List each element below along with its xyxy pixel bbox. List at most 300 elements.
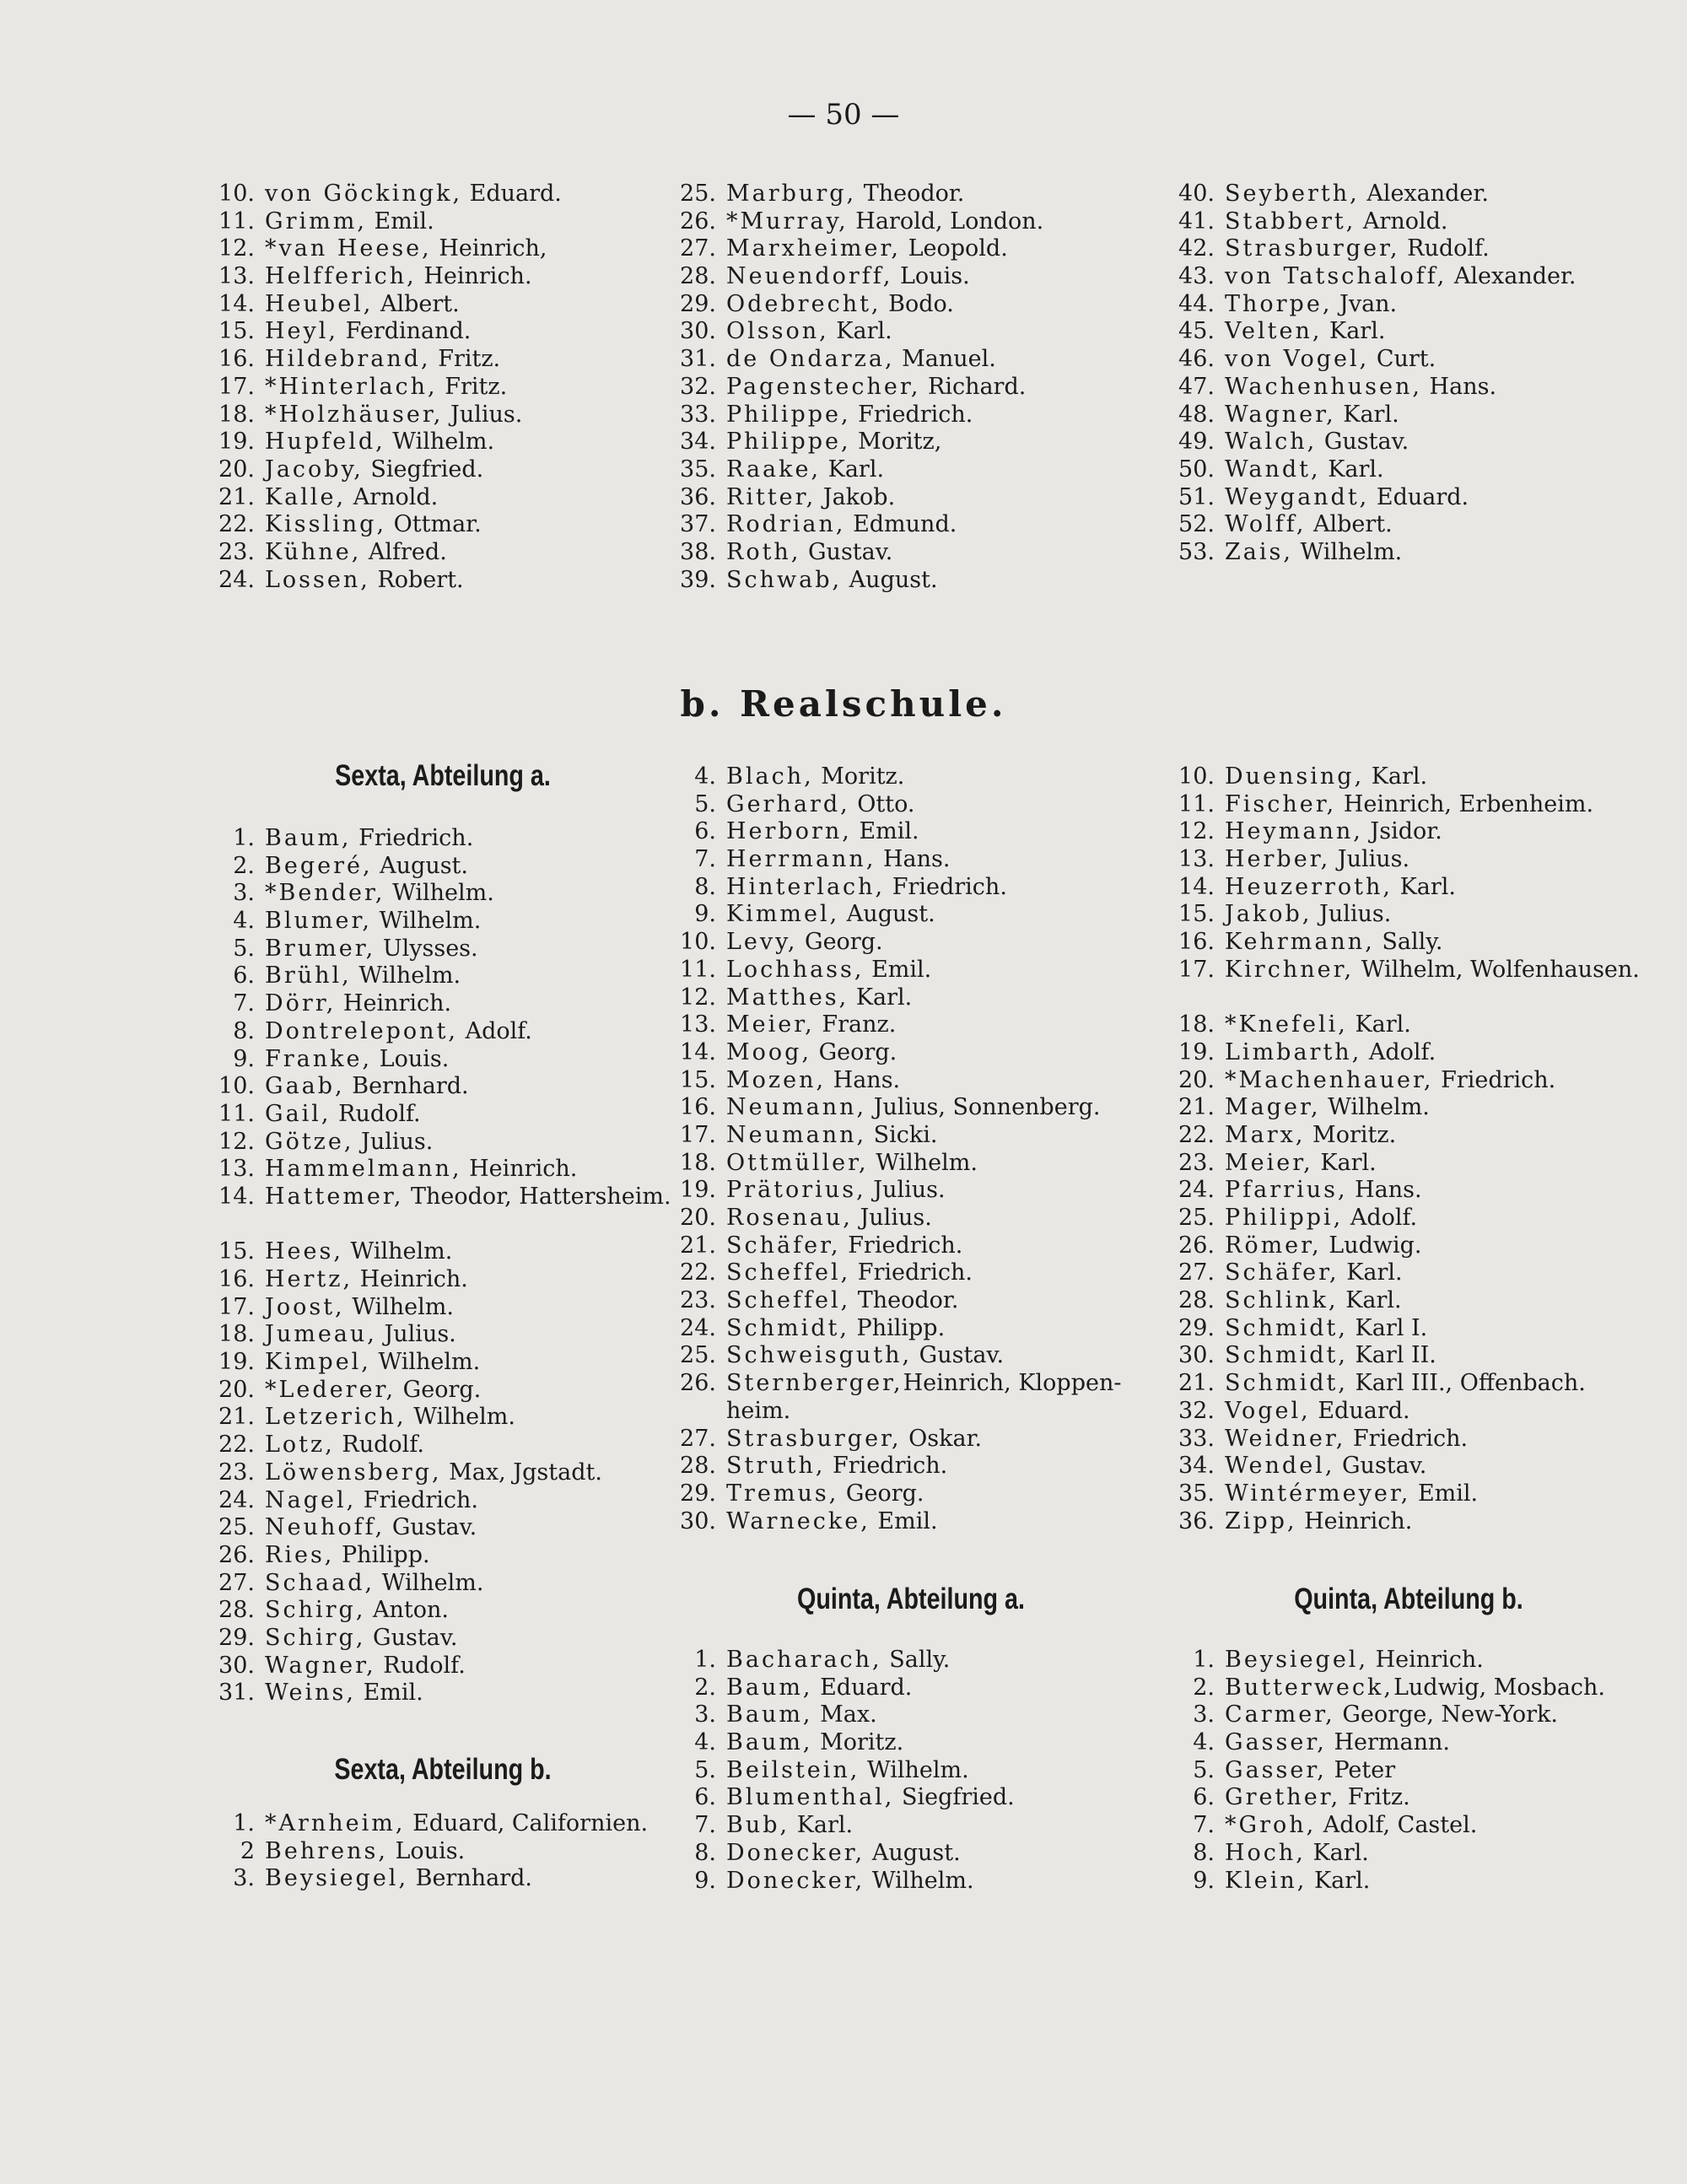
surname: Velten,: [1225, 318, 1323, 345]
item-text: [726, 511, 1135, 539]
item-number: 25.: [680, 181, 716, 207]
surname: Wolff,: [1225, 511, 1307, 538]
list-item: [201, 181, 673, 208]
list-item: [1161, 539, 1633, 567]
list-item: [201, 1459, 673, 1487]
surname: Baum,: [726, 1729, 813, 1756]
item-number: 17.: [218, 373, 255, 400]
given-name: Theodor.: [850, 1287, 959, 1314]
surname: Rosenau,: [726, 1205, 853, 1231]
given-name: Karl III., Offenbach.: [1347, 1370, 1586, 1397]
item-text: [265, 1156, 673, 1184]
list-item: [1161, 929, 1650, 957]
surname: Neuendorff,: [726, 263, 893, 290]
list-item: [201, 825, 673, 853]
list-item: [662, 1784, 1151, 1812]
item-text: [726, 1177, 1151, 1205]
list-item: [662, 1812, 1151, 1840]
list-item: [201, 402, 673, 429]
item-number: 14.: [1178, 873, 1215, 900]
item-text: [726, 402, 1135, 429]
surname: Zipp,: [1225, 1507, 1297, 1534]
list-item: [201, 291, 673, 319]
list-item: [662, 1067, 1151, 1095]
item-number: 1.: [1193, 1647, 1215, 1673]
surname: Dörr,: [265, 990, 337, 1017]
item-number: 40.: [1178, 181, 1215, 207]
item-number: 8.: [1193, 1839, 1215, 1866]
list-item: [201, 1514, 673, 1542]
item-text: [1225, 846, 1650, 874]
surname: Carmer,: [1225, 1701, 1335, 1728]
surname: Sternberger,: [726, 1370, 903, 1397]
item-text: [726, 1259, 1151, 1287]
item-number: 19.: [680, 1177, 716, 1204]
surname: Beilstein,: [726, 1756, 860, 1783]
item-text: [726, 263, 1135, 291]
surname: Olsson,: [726, 318, 829, 345]
item-text: [1225, 1067, 1650, 1095]
item-text: [1225, 1205, 1650, 1232]
item-number: 33.: [680, 401, 716, 428]
item-number: 18.: [218, 401, 255, 428]
surname: Marburg,: [726, 181, 857, 207]
surname: Franke,: [265, 1045, 373, 1072]
list-item: [201, 1570, 673, 1598]
item-text: [726, 1757, 1151, 1785]
given-name: Theodor, Hattersheim.: [403, 1183, 671, 1210]
list-item: [662, 346, 1135, 374]
surname: Wintérmeyer,: [1225, 1480, 1411, 1507]
given-name: Wilhelm.: [344, 1293, 454, 1320]
list-item: [201, 963, 673, 990]
list-item: [1161, 1232, 1650, 1260]
given-name: Adolf.: [458, 1017, 532, 1044]
surname: Schäfer,: [726, 1232, 841, 1259]
given-name: Wilhelm.: [351, 963, 461, 990]
item-text: [1225, 791, 1650, 819]
list-item: [201, 1542, 673, 1570]
surname: Donecker,: [726, 1867, 865, 1894]
list-item: [201, 1266, 673, 1294]
given-name: Emil.: [851, 818, 919, 845]
surname: Levy,: [726, 929, 798, 956]
item-number: 8.: [694, 873, 716, 900]
item-text: [265, 318, 673, 346]
given-name: Sicki.: [866, 1121, 938, 1148]
list-item: [1161, 818, 1650, 846]
item-number: 7.: [694, 1812, 716, 1839]
item-text: [726, 291, 1135, 319]
given-name: Wilhelm.: [370, 1349, 481, 1376]
item-number: 24.: [680, 1314, 716, 1341]
item-text: [1225, 402, 1633, 429]
surname: Philippe,: [726, 401, 851, 428]
given-name: Fritz.: [1340, 1784, 1410, 1811]
list-item: [662, 402, 1135, 429]
given-name: Harold, London.: [848, 208, 1044, 235]
item-number: 6.: [233, 963, 255, 990]
item-number: 21.: [680, 1232, 716, 1259]
surname: Schaad,: [265, 1569, 375, 1596]
surname: Schmidt,: [1225, 1342, 1348, 1369]
surname: Schwab,: [726, 566, 843, 593]
item-text: [265, 1101, 673, 1129]
item-number: 3.: [694, 1701, 716, 1728]
given-name: Hans.: [1347, 1177, 1422, 1204]
list-item: [1161, 874, 1650, 902]
list-item: [201, 208, 673, 236]
surname: *Lederer,: [265, 1376, 396, 1403]
item-text: [726, 1453, 1151, 1480]
item-text: [1225, 318, 1633, 346]
item-number: 27.: [218, 1569, 255, 1596]
list-item: [662, 1674, 1151, 1702]
item-number: 20.: [218, 1376, 255, 1403]
surname: Löwensberg,: [265, 1459, 442, 1486]
given-name: Otto.: [849, 790, 915, 817]
list-item: [1161, 1480, 1650, 1508]
list-item: [201, 1073, 673, 1101]
list-item: [662, 567, 1135, 595]
list-item: [1161, 1039, 1650, 1067]
list-item: [201, 374, 673, 402]
given-name: Max.: [812, 1701, 877, 1728]
surname: Fischer,: [1225, 790, 1337, 817]
surname: *Holzhäuser,: [265, 401, 444, 428]
surname: Neuhoff,: [265, 1514, 385, 1541]
item-text: [265, 825, 673, 853]
surname: Wendel,: [1225, 1453, 1335, 1480]
item-text: [726, 1232, 1151, 1260]
item-number: 36.: [680, 483, 716, 510]
given-name: Friedrich.: [840, 1232, 963, 1259]
list-item: [662, 1370, 1151, 1425]
list-item: [1161, 1757, 1650, 1785]
list-item: [201, 567, 673, 595]
item-text: [1225, 1784, 1650, 1812]
item-text: [1225, 429, 1633, 456]
item-text: [265, 1514, 673, 1542]
item-number: 22.: [218, 1432, 255, 1459]
given-name: Wilhelm.: [385, 880, 494, 907]
surname: Klein,: [1225, 1867, 1307, 1894]
item-text: [1225, 1840, 1650, 1868]
item-text: [1225, 1812, 1650, 1840]
top-column-3: [1161, 181, 1633, 567]
list-item: [1161, 1315, 1650, 1343]
sexta-b-list: [201, 1810, 698, 1893]
given-name: Albert.: [373, 290, 460, 317]
surname: Seyberth,: [1225, 181, 1360, 207]
item-number: 1.: [694, 1647, 716, 1673]
given-name: Louis.: [372, 1045, 450, 1072]
given-name: Richard.: [920, 373, 1027, 400]
list-item: [1161, 208, 1633, 236]
list-item: [662, 511, 1135, 539]
surname: Hertz,: [265, 1266, 353, 1293]
list-item: [662, 846, 1151, 874]
list-item: [1161, 1094, 1650, 1122]
item-number: 16.: [218, 1266, 255, 1293]
item-text: [1225, 818, 1650, 846]
given-name: Gustav.: [1317, 429, 1409, 456]
item-number: 21.: [218, 483, 255, 510]
surname: Wagner,: [1225, 401, 1336, 428]
surname: Gasser,: [1225, 1756, 1327, 1783]
item-number: 52.: [1178, 511, 1215, 538]
list-item: [201, 1838, 698, 1866]
list-item: [201, 1238, 673, 1266]
item-number: 41.: [1178, 208, 1215, 235]
list-item: [662, 1453, 1151, 1480]
given-name: Wilhelm.: [1292, 538, 1403, 565]
item-number: 28.: [680, 1453, 716, 1480]
item-number: 19.: [218, 429, 255, 456]
list-item: [662, 1232, 1151, 1260]
item-number: 35.: [680, 456, 716, 483]
given-name: Max, Jgstadt.: [441, 1459, 602, 1486]
item-number: 21.: [1178, 1370, 1215, 1397]
given-name: Karl.: [1364, 763, 1428, 790]
list-item: [662, 484, 1135, 512]
surname: Götze,: [265, 1128, 354, 1155]
surname: Gasser,: [1225, 1729, 1327, 1756]
surname: Strasburger,: [726, 1425, 902, 1452]
given-name: Rudolf.: [1399, 235, 1490, 262]
given-name: Sally.: [881, 1647, 951, 1673]
given-name: Gustav.: [1334, 1453, 1427, 1480]
item-number: 44.: [1178, 290, 1215, 317]
item-text: [726, 957, 1151, 984]
surname: Hattemer,: [265, 1183, 404, 1210]
given-name: Ludwig, Mosbach.: [1393, 1674, 1606, 1701]
surname: Lochhass,: [726, 956, 865, 983]
surname: Schirg,: [265, 1597, 366, 1624]
item-text: [726, 429, 1135, 456]
item-text: [1225, 1150, 1650, 1178]
given-name: Karl.: [1307, 1867, 1371, 1894]
item-text: [1225, 1094, 1650, 1122]
item-number: 6.: [1193, 1784, 1215, 1811]
given-name: Karl.: [1322, 318, 1386, 345]
given-name: Gustav.: [800, 538, 893, 565]
given-name: George, New-York.: [1334, 1701, 1558, 1728]
item-text: [726, 846, 1151, 874]
given-name: Wilhelm.: [371, 908, 482, 935]
surname: Bacharach,: [726, 1647, 882, 1673]
list-item: [1161, 429, 1633, 456]
item-text: [265, 1653, 673, 1680]
surname: Behrens,: [265, 1837, 388, 1864]
item-number: 7.: [694, 846, 716, 873]
list-item: [201, 936, 673, 963]
surname: Scheffel,: [726, 1259, 851, 1286]
surname: Neumann,: [726, 1094, 867, 1121]
given-name: Leopold.: [900, 235, 1008, 262]
given-name: Friedrich.: [885, 873, 1007, 900]
section-title: b. Realschule.: [680, 683, 1007, 725]
list-item: [662, 1011, 1151, 1039]
surname: Brumer,: [265, 935, 376, 962]
list-item: [662, 1480, 1151, 1508]
given-name: Georg.: [838, 1480, 924, 1507]
given-name: Hermann.: [1326, 1729, 1450, 1756]
item-text: [1225, 208, 1633, 236]
given-name: Heinrich.: [1296, 1507, 1413, 1534]
surname: Heyl,: [265, 318, 338, 345]
list-item: [1161, 1342, 1650, 1370]
item-number: 10.: [218, 181, 255, 207]
quinta-b-heading: Quinta, Abteilung b.: [1294, 1583, 1523, 1615]
item-number: 20.: [1178, 1066, 1215, 1093]
list-item: [201, 484, 673, 512]
list-item: [1161, 291, 1633, 319]
surname: Blach,: [726, 763, 814, 790]
item-number: 11.: [680, 956, 716, 983]
list-item: [1161, 1812, 1650, 1840]
list-item: [662, 1177, 1151, 1205]
item-text: [265, 1184, 673, 1211]
surname: Limbarth,: [1225, 1038, 1362, 1065]
item-text: [1225, 1480, 1650, 1508]
given-name: Wilhelm.: [1320, 1094, 1430, 1121]
item-text: [265, 1542, 673, 1570]
item-number: 29.: [680, 290, 716, 317]
given-name: August.: [372, 852, 468, 879]
item-text: [726, 1868, 1151, 1895]
surname: Kalle,: [265, 483, 347, 510]
item-number: 15.: [218, 318, 255, 345]
list-item: [201, 1625, 673, 1653]
list-item: [1161, 511, 1633, 539]
sexta-b-list-continued: [662, 763, 1151, 1535]
page-number: — 50 —: [787, 98, 900, 132]
item-number: 31.: [680, 346, 716, 373]
surname: *Knefeli,: [1225, 1011, 1348, 1038]
list-item: [201, 429, 673, 456]
surname: von Göckingk,: [265, 181, 463, 207]
surname: Donecker,: [726, 1839, 865, 1866]
surname: Meier,: [726, 1011, 815, 1038]
item-text: [726, 901, 1151, 929]
given-name: Heinrich.: [336, 990, 452, 1017]
list-item: [662, 763, 1151, 791]
item-text: [1225, 1039, 1650, 1067]
item-number: 13.: [218, 1156, 255, 1183]
item-text: [1225, 1315, 1650, 1343]
item-text: [1225, 1868, 1650, 1895]
item-number: 24.: [218, 1486, 255, 1513]
item-number: 30.: [1178, 1342, 1215, 1369]
item-number: 21.: [1178, 1094, 1215, 1121]
item-text: [265, 1838, 698, 1866]
item-text: [265, 291, 673, 319]
list-item: [1161, 456, 1633, 484]
surname: Thorpe,: [1225, 290, 1333, 317]
list-item: [1161, 235, 1633, 263]
surname: von Vogel,: [1225, 346, 1370, 373]
sexta-b-heading: Sexta, Abteilung b.: [334, 1753, 552, 1786]
list-item: [1161, 1370, 1650, 1398]
list-item: [201, 1653, 673, 1680]
list-item: [662, 984, 1151, 1012]
surname: Weygandt,: [1225, 483, 1370, 510]
item-text: [726, 1122, 1151, 1150]
given-name: Karl.: [1312, 1149, 1377, 1176]
list-item: [1161, 1701, 1650, 1729]
item-number: 23.: [680, 1287, 716, 1314]
list-item: [662, 456, 1135, 484]
given-name: Heinrich, Erbenheim.: [1336, 790, 1594, 817]
item-text: [265, 963, 673, 990]
list-item: [662, 1508, 1151, 1536]
sexta-b-list-continued-2: [1161, 763, 1650, 1535]
list-item: [1161, 318, 1633, 346]
surname: Heymann,: [1225, 818, 1363, 845]
surname: Blumenthal,: [726, 1784, 895, 1811]
item-text: [265, 880, 673, 908]
given-name: Ulysses.: [375, 935, 478, 962]
item-text: [1225, 1701, 1650, 1729]
item-number: 34.: [680, 429, 716, 456]
item-text: [265, 936, 673, 963]
list-item: [201, 456, 673, 484]
given-name: Julius.: [865, 1177, 946, 1204]
item-text: [265, 1266, 673, 1294]
given-name: Albert.: [1306, 511, 1393, 538]
item-text: [265, 263, 673, 291]
list-item: [1161, 484, 1633, 512]
item-text: [726, 1150, 1151, 1178]
item-number: 24.: [218, 566, 255, 593]
item-number: 23.: [218, 1459, 255, 1486]
surname: Butterweck,: [1225, 1674, 1393, 1701]
list-item: [1161, 1259, 1650, 1287]
item-number: 13.: [680, 1011, 716, 1038]
surname: Brühl,: [265, 963, 352, 990]
surname: Weins,: [265, 1680, 356, 1707]
surname: Zais,: [1225, 538, 1293, 565]
surname: Warnecke,: [726, 1507, 870, 1534]
item-text: [265, 1432, 673, 1459]
list-item: [662, 874, 1151, 902]
given-name: Adolf.: [1343, 1205, 1418, 1232]
surname: *Murray,: [726, 208, 849, 235]
given-name: Wilhelm.: [406, 1404, 515, 1431]
surname: Walch,: [1225, 429, 1318, 456]
item-number: 9.: [694, 1867, 716, 1894]
list-item: [1161, 181, 1633, 208]
item-number: 9.: [694, 901, 716, 928]
given-name: Karl.: [1393, 873, 1456, 900]
item-number: 30.: [680, 1507, 716, 1534]
surname: Neumann,: [726, 1121, 867, 1148]
surname: Schweisguth,: [726, 1342, 913, 1369]
item-number: 18.: [680, 1149, 716, 1176]
list-item: [662, 929, 1151, 957]
item-text: [265, 1238, 673, 1266]
list-item: [662, 318, 1135, 346]
item-number: 2.: [694, 1674, 716, 1701]
item-number: 42.: [1178, 235, 1215, 262]
item-number: 6.: [694, 818, 716, 845]
list-item: [662, 791, 1151, 819]
item-number: 21.: [218, 1404, 255, 1431]
surname: Hees,: [265, 1238, 343, 1265]
item-number: 14.: [680, 1038, 716, 1065]
list-item: [662, 1840, 1151, 1868]
